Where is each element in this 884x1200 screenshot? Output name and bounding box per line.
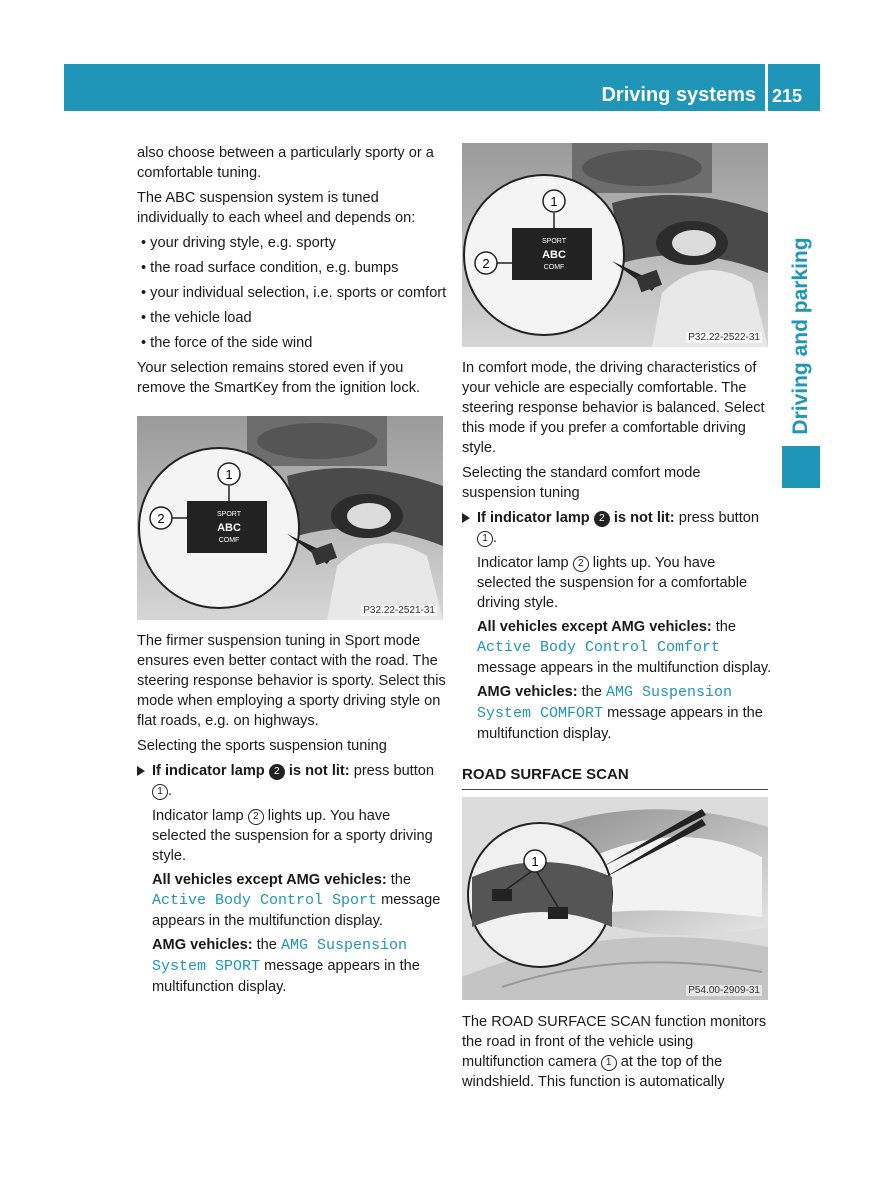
button-label-comf: COMF (218, 537, 240, 544)
right-column-text (462, 358, 772, 748)
list-item: • the force of the side wind (141, 335, 313, 351)
paragraph: The ROAD SURFACE SCAN function monitors the road in front of the vehicle using multifunction camera 1 at the top of the windshield. This function is automatically (462, 1014, 767, 1090)
paragraph: In comfort mode, the driving characteristics of your vehicle are especially comfortable. The steering response behavior is balanced. Select this mode if you prefer a comfortable driving style. (462, 360, 765, 456)
paragraph: Selecting the sports suspension tuning (137, 738, 387, 754)
side-tab-label: Driving and parking (789, 237, 812, 435)
paragraph: Selecting the standard comfort mode suspension tuning (462, 465, 701, 501)
section-title: Driving systems (601, 84, 756, 106)
number-1-icon: 1 (477, 531, 493, 547)
step-results: Indicator lamp 2 lights up. You have selected the suspension for a comfortable driving style. All vehicles except AMG vehicles: the Active Body Control Comfort message appears in the multifunction display. AMG vehicles: the AMG Suspension System COMFORT message appears in the multifunction display. (477, 555, 772, 742)
callout-2: 2 (482, 256, 490, 271)
number-2-icon: 2 (594, 511, 610, 527)
section-rule (462, 789, 768, 790)
number-2-icon: 2 (573, 556, 589, 572)
section-heading: ROAD SURFACE SCAN (462, 766, 629, 783)
paragraph: The ABC suspension system is tuned individually to each wheel and depends on: (137, 190, 416, 226)
callout-2: 2 (157, 511, 165, 526)
number-2-icon: 2 (248, 809, 264, 825)
callout-1: 1 (531, 854, 539, 869)
button-label-abc: ABC (542, 249, 566, 261)
button-label-sport: SPORT (542, 238, 566, 245)
paragraph: The firmer suspension tuning in Sport mode ensures even better contact with the road. The steering response behavior is sporty. Select this mode when employing a sporty driving style on flat roads, e.g. on highways. (137, 633, 446, 729)
display-message: Active Body Control Sport (152, 892, 378, 909)
side-tab-marker (782, 446, 820, 488)
abc-console-illustration (462, 143, 768, 347)
windshield-camera-illustration (462, 797, 768, 1000)
figure-road-surface-scan (462, 797, 768, 1000)
page-number: 215 (772, 86, 803, 106)
button-label-abc: ABC (217, 522, 241, 534)
figure-abc-sport (137, 416, 443, 620)
display-message: AMG Suspension System COMFORT (477, 684, 733, 722)
figure-reference: P54.00-2909-31 (688, 985, 760, 996)
list-item: • the vehicle load (141, 310, 252, 326)
left-column-bottom (137, 631, 447, 1001)
list-item: • the road surface condition, e.g. bumps (141, 260, 399, 276)
figure-reference: P32.22-2521-31 (363, 605, 435, 616)
step-arrow-icon (137, 766, 145, 776)
instruction-step: If indicator lamp 2 is not lit: press button 1 . (137, 761, 447, 801)
button-label-sport: SPORT (217, 511, 241, 518)
header-separator (765, 64, 768, 111)
step-arrow-icon (462, 513, 470, 523)
list-item: • your individual selection, i.e. sports or comfort (141, 285, 447, 301)
figure-abc-comfort (462, 143, 768, 347)
left-column-top (137, 143, 447, 403)
paragraph: also choose between a particularly sporty or a comfortable tuning. (137, 145, 434, 181)
callout-1: 1 (550, 194, 558, 209)
callout-1: 1 (225, 467, 233, 482)
display-message: Active Body Control Comfort (477, 639, 721, 656)
number-2-icon: 2 (269, 764, 285, 780)
figure-reference: P32.22-2522-31 (688, 332, 760, 343)
display-message: AMG Suspension System SPORT (152, 937, 408, 975)
step-results: Indicator lamp 2 lights up. You have selected the suspension for a sporty driving style. All vehicles except AMG vehicles: the Active Body Control Sport message appears in the multifunction display. AMG vehicles: the AMG Suspension System SPORT message appears in the multifunction display. (152, 808, 441, 995)
number-1-icon: 1 (152, 784, 168, 800)
button-label-comf: COMF (543, 264, 565, 271)
right-column-final (462, 1012, 772, 1097)
abc-console-illustration (137, 416, 443, 620)
list-item: • your driving style, e.g. sporty (141, 235, 336, 251)
number-1-icon: 1 (601, 1055, 617, 1071)
paragraph: Your selection remains stored even if you remove the SmartKey from the ignition lock. (137, 360, 421, 396)
instruction-step: If indicator lamp 2 is not lit: press button 1 . (462, 508, 772, 548)
